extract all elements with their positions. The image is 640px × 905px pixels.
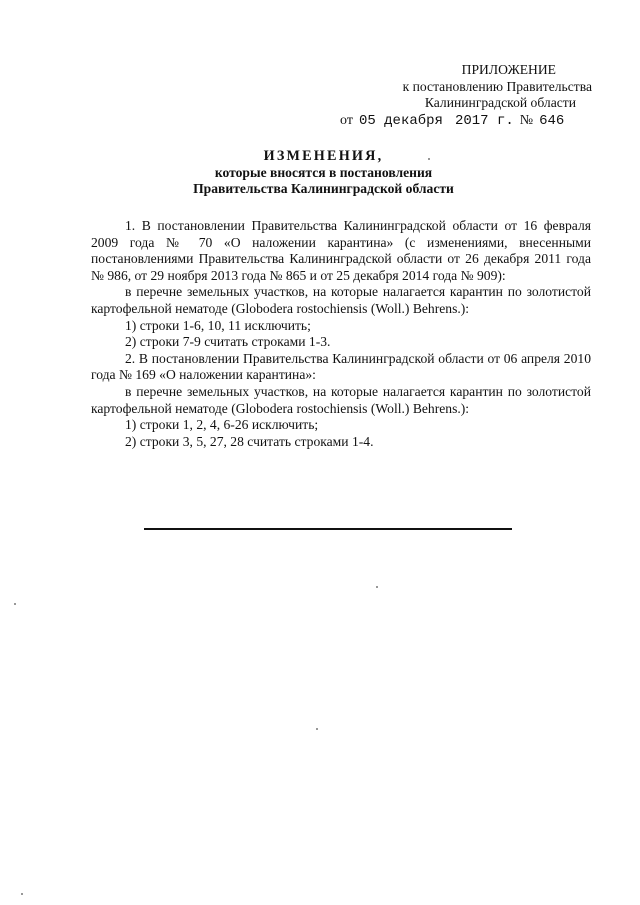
date-prefix: от [340, 113, 353, 128]
appendix-date-line [340, 113, 564, 130]
paragraph-2-item-2: 2) строки 3, 5, 27, 28 считать строками 1-4. [125, 433, 374, 449]
paragraph-1-item-1: 1) строки 1-6, 10, 11 исключить; [125, 317, 311, 333]
date-year: 2017 г. [454, 113, 514, 129]
end-rule [144, 528, 512, 530]
appendix-line-1: к постановлению Правительства [402, 78, 592, 94]
appendix-line-2: Калининградской области [424, 95, 576, 110]
document-body [91, 218, 591, 450]
paragraph-2: 2. В постановлении Правительства Калининградской области от 06 апреля 2010 года № 169 «О наложении карантина»: [91, 350, 591, 383]
scan-speck [376, 586, 378, 588]
paragraph-1: 1. В постановлении Правительства Калининградской области от 16 февраля 2009 года № 70 «О наложении карантина» (с изменениями, внесенными постановлениями Правительства Калининградской области от 26 декабря 2011 года № 986, от 29 ноября 2013 года № 865 и от 25 декабря 2014 года № 909): [91, 218, 591, 283]
heading-subtitle-1: которые вносятся в постановления [214, 164, 433, 180]
date-value: 05 декабря [358, 113, 443, 129]
heading-subtitle-2: Правительства Калининградской области [193, 181, 454, 196]
scan-speck [316, 728, 318, 730]
heading-title: ИЗМЕНЕНИЯ, [263, 148, 384, 164]
document-heading [60, 148, 587, 198]
scan-speck [428, 158, 430, 160]
number-sign: № [519, 113, 534, 128]
scan-speck [14, 603, 16, 605]
paragraph-2-item-1: 1) строки 1, 2, 4, 6-26 исключить; [125, 417, 319, 433]
document-number: 646 [539, 113, 565, 129]
paragraph-1a: в перечне земельных участков, на которые налагается карантин по золотистой картофельной нематоде (Globodera rostochiensis (Woll.) Behrens.): [91, 284, 591, 316]
paragraph-2a: в перечне земельных участков, на которые налагается карантин по золотистой картофельной нематоде (Globodera rostochiensis (Woll.) Behrens.): [91, 383, 591, 416]
scan-speck [21, 893, 23, 895]
appendix-title: ПРИЛОЖЕНИЕ [461, 62, 556, 77]
paragraph-1-item-2: 2) строки 7-9 считать строками 1-3. [125, 334, 331, 350]
appendix-block [330, 62, 592, 129]
